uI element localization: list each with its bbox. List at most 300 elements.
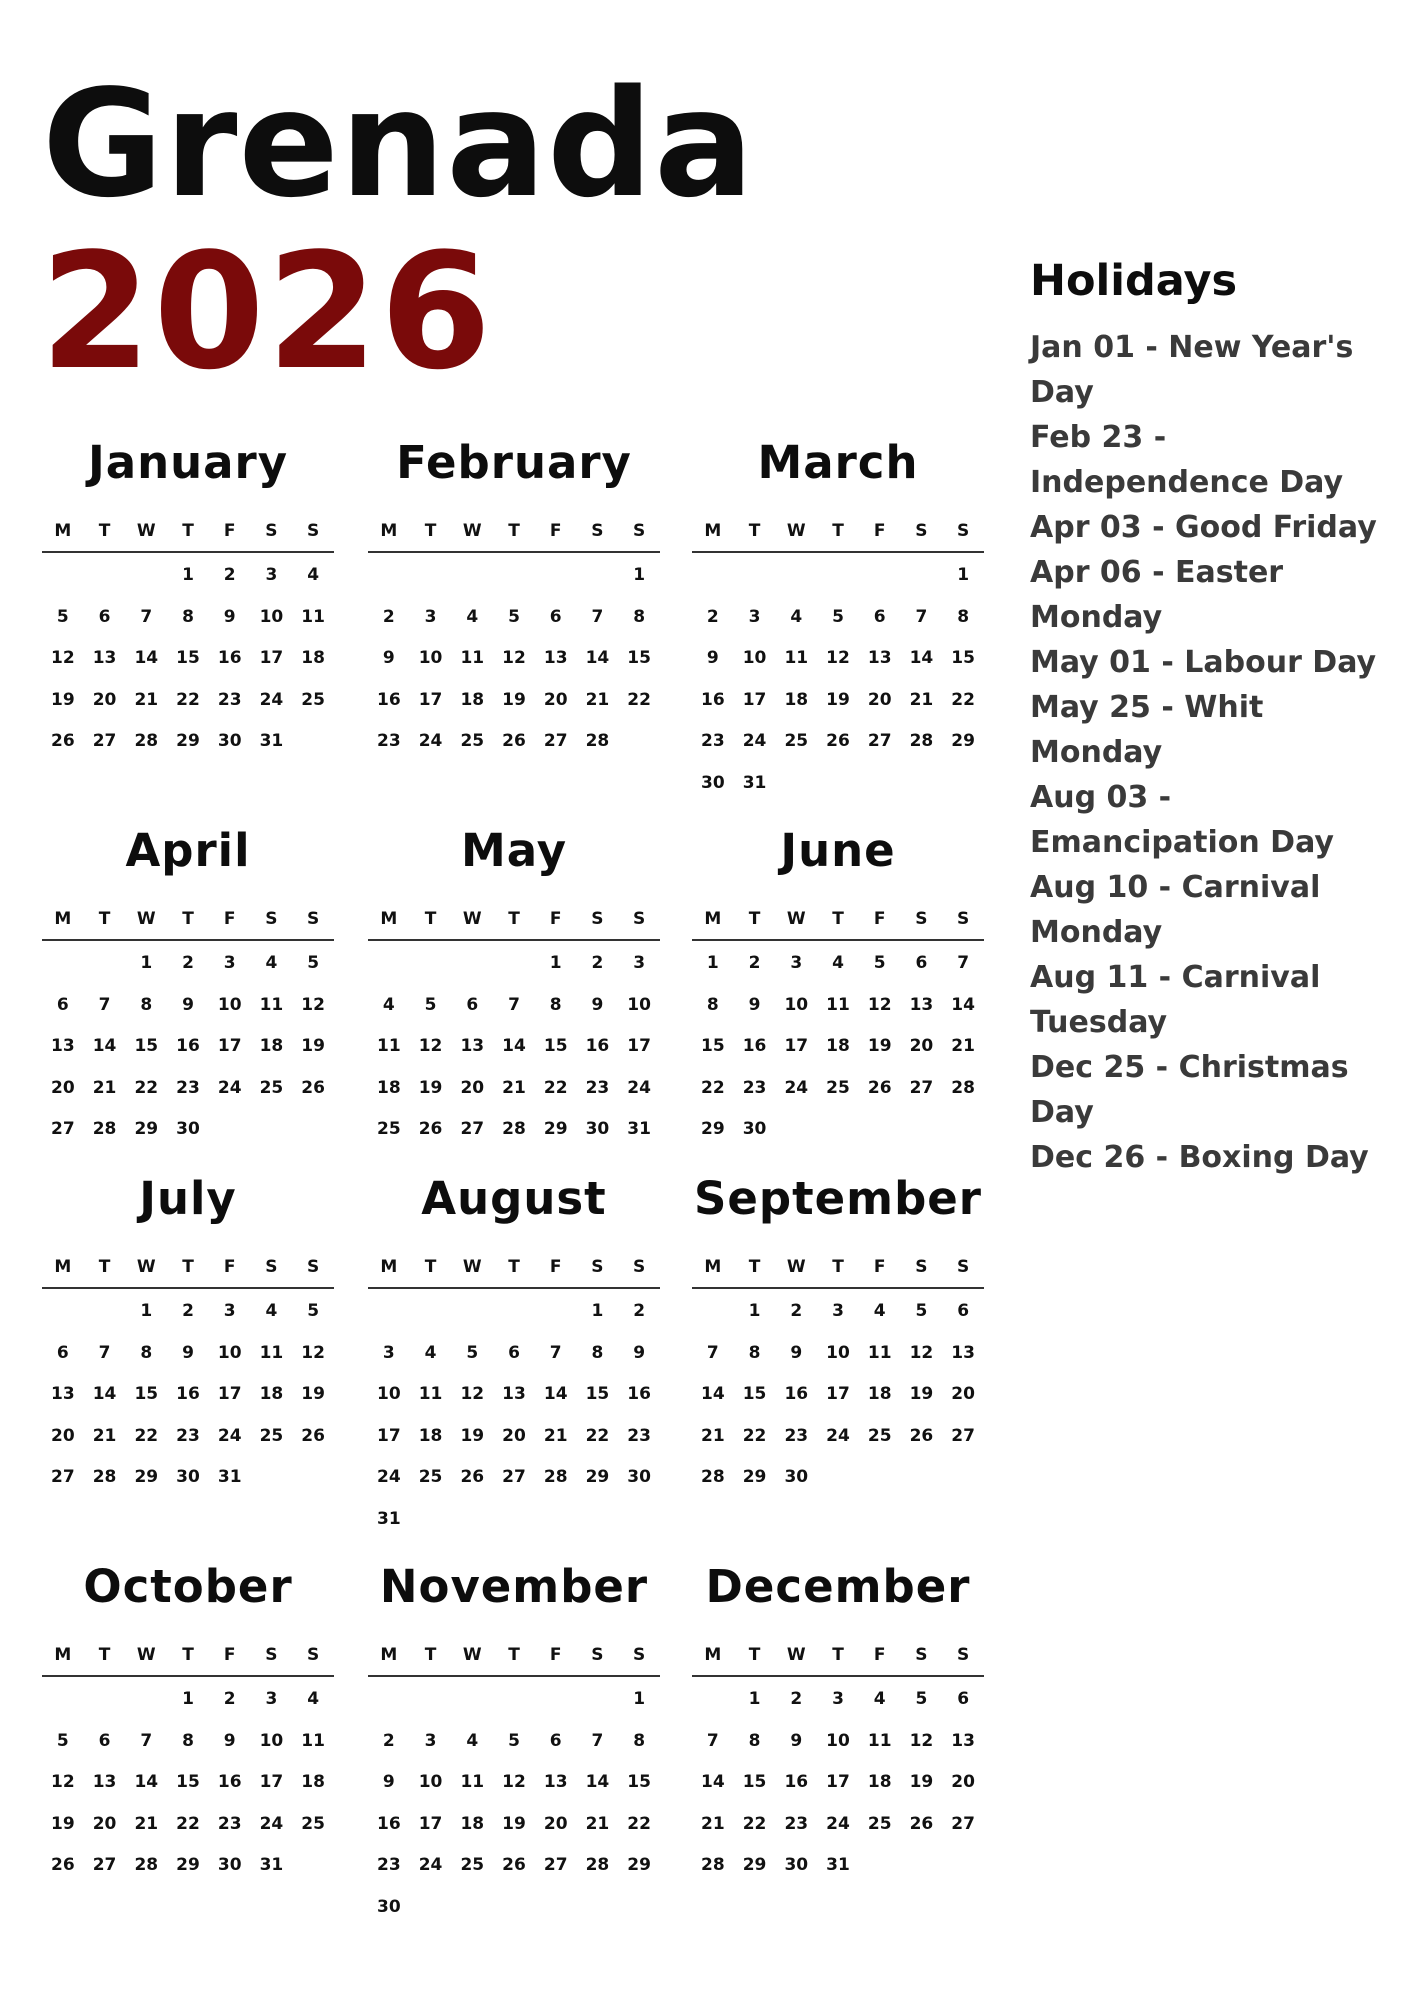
day-cell: 23 — [377, 1855, 401, 1875]
day-cell: 8 — [140, 1342, 153, 1363]
day-cell: 22 — [627, 1813, 651, 1834]
day-cell: 24 — [826, 1813, 850, 1834]
weekday-label: W — [462, 909, 482, 929]
weekday-label: M — [54, 909, 72, 929]
day-cell: 6 — [873, 606, 886, 627]
weekday-label: T — [182, 1645, 194, 1665]
day-cell: 9 — [790, 1342, 803, 1363]
day-empty — [410, 953, 452, 995]
weekday-label: F — [549, 909, 562, 929]
day-cell: 26 — [301, 1077, 325, 1098]
day-cell: 1 — [140, 1301, 153, 1321]
day-cell: 19 — [301, 1036, 325, 1056]
day-cell: 9 — [748, 994, 761, 1015]
day-cell: 26 — [826, 731, 850, 751]
day-cell: 11 — [259, 994, 284, 1015]
day-cell: 13 — [460, 1036, 485, 1056]
day-cell: 9 — [223, 1730, 236, 1751]
day-grid — [42, 553, 334, 773]
day-cell: 21 — [92, 1425, 117, 1446]
weekday-label: T — [182, 1257, 194, 1277]
day-cell: 25 — [301, 1813, 325, 1834]
day-cell: 5 — [424, 994, 437, 1015]
day-cell: 29 — [134, 1467, 159, 1487]
day-cell: 15 — [585, 1384, 610, 1404]
day-empty — [493, 1689, 535, 1731]
day-cell: 3 — [223, 1301, 236, 1321]
weekday-label: F — [873, 1257, 886, 1277]
day-cell: 30 — [176, 1467, 200, 1487]
day-cell: 4 — [832, 953, 844, 973]
day-cell: 24 — [259, 1813, 284, 1834]
day-cell: 11 — [867, 1342, 892, 1363]
day-empty — [125, 1689, 167, 1731]
day-cell: 21 — [134, 689, 159, 710]
day-cell: 14 — [134, 648, 159, 668]
weekday-label: W — [462, 521, 482, 541]
day-cell: 26 — [418, 1119, 443, 1139]
weekday-label: F — [223, 521, 236, 541]
day-cell: 6 — [56, 994, 69, 1015]
day-cell: 21 — [92, 1077, 117, 1098]
day-cell: 23 — [217, 1813, 242, 1834]
day-cell: 18 — [826, 1036, 850, 1056]
day-cell: 16 — [627, 1384, 651, 1404]
day-cell: 28 — [543, 1467, 568, 1487]
day-empty — [42, 1301, 84, 1343]
day-cell: 19 — [867, 1036, 892, 1056]
weekday-header — [692, 1257, 984, 1289]
day-cell: 28 — [134, 1855, 159, 1875]
day-cell: 15 — [176, 648, 200, 668]
weekday-label: S — [265, 521, 278, 541]
day-cell: 7 — [98, 1342, 111, 1363]
day-cell: 15 — [951, 648, 975, 668]
weekday-label: M — [54, 1257, 72, 1277]
day-empty — [84, 953, 126, 995]
holiday-item: Dec 26 - Boxing Day — [1030, 1140, 1369, 1176]
day-cell: 6 — [98, 606, 111, 627]
day-cell: 27 — [92, 731, 117, 751]
day-cell: 26 — [909, 1425, 934, 1446]
day-cell: 15 — [627, 1772, 651, 1792]
day-cell: 8 — [633, 606, 646, 627]
day-cell: 5 — [307, 953, 320, 973]
day-cell: 6 — [915, 953, 928, 973]
day-cell: 29 — [951, 731, 975, 751]
day-cell: 23 — [217, 689, 242, 710]
day-cell: 31 — [217, 1467, 242, 1487]
holiday-item: May 01 - Labour Day — [1030, 645, 1377, 681]
day-cell: 18 — [460, 1813, 485, 1834]
day-cell: 9 — [382, 1772, 395, 1792]
day-cell: 21 — [951, 1036, 975, 1056]
day-empty — [42, 565, 84, 607]
day-cell: 23 — [784, 1813, 809, 1834]
weekday-label: S — [307, 909, 320, 929]
day-cell: 14 — [909, 648, 934, 668]
day-cell: 30 — [784, 1855, 809, 1875]
day-empty — [42, 1689, 84, 1731]
day-empty — [368, 953, 410, 995]
day-cell: 23 — [176, 1077, 200, 1098]
day-cell: 7 — [957, 953, 970, 973]
day-cell: 10 — [742, 648, 767, 668]
weekday-label: S — [265, 1257, 278, 1277]
day-cell: 22 — [701, 1077, 725, 1098]
weekday-label: S — [915, 521, 928, 541]
day-cell: 31 — [377, 1508, 401, 1529]
day-cell: 12 — [826, 648, 850, 668]
weekday-header — [692, 909, 984, 941]
day-cell: 24 — [217, 1077, 242, 1098]
day-cell: 27 — [543, 731, 568, 751]
day-cell: 13 — [909, 994, 934, 1015]
day-cell: 11 — [784, 648, 809, 668]
day-cell: 17 — [627, 1036, 651, 1056]
day-cell: 3 — [832, 1689, 844, 1709]
month-name: March — [757, 436, 919, 489]
weekday-label: W — [136, 1257, 156, 1277]
day-cell: 19 — [418, 1077, 443, 1098]
day-cell: 15 — [134, 1036, 159, 1056]
day-cell: 28 — [951, 1077, 975, 1098]
day-cell: 22 — [742, 1813, 767, 1834]
day-cell: 25 — [460, 731, 485, 751]
day-cell: 16 — [377, 1813, 401, 1834]
day-cell: 13 — [51, 1036, 75, 1056]
month-october — [42, 1560, 334, 1897]
day-cell: 9 — [790, 1730, 803, 1751]
day-cell: 20 — [951, 1772, 975, 1792]
day-cell: 24 — [418, 731, 443, 751]
weekday-label: F — [873, 1645, 886, 1665]
day-cell: 14 — [543, 1384, 568, 1404]
day-cell: 12 — [502, 648, 526, 668]
day-cell: 9 — [382, 648, 395, 668]
day-grid — [42, 941, 334, 1161]
day-cell: 10 — [217, 1342, 242, 1363]
day-cell: 25 — [301, 689, 325, 710]
day-cell: 2 — [591, 953, 604, 973]
weekday-label: F — [223, 1257, 236, 1277]
weekday-label: T — [748, 909, 761, 929]
day-cell: 30 — [742, 1119, 767, 1139]
weekday-label: T — [508, 1257, 520, 1277]
month-name: April — [125, 824, 251, 877]
weekday-label: F — [873, 521, 886, 541]
day-cell: 10 — [418, 1772, 443, 1792]
day-cell: 5 — [56, 606, 69, 627]
weekday-label: W — [786, 909, 806, 929]
day-cell: 8 — [706, 994, 719, 1015]
weekday-label: T — [98, 1645, 111, 1665]
day-cell: 6 — [549, 606, 562, 627]
day-cell: 31 — [627, 1119, 651, 1139]
holidays-panel — [1030, 258, 1390, 1180]
day-cell: 20 — [543, 689, 568, 710]
day-cell: 6 — [957, 1689, 970, 1709]
day-cell: 30 — [585, 1119, 610, 1139]
weekday-label: S — [307, 521, 320, 541]
day-cell: 20 — [867, 689, 892, 710]
weekday-label: M — [54, 521, 72, 541]
day-cell: 19 — [51, 689, 75, 710]
day-cell: 5 — [508, 606, 520, 627]
day-cell: 16 — [217, 648, 242, 668]
weekday-label: T — [98, 521, 111, 541]
day-cell: 4 — [424, 1342, 437, 1363]
holiday-item: Jan 01 - New Year's Day — [1030, 330, 1354, 411]
month-may — [368, 824, 660, 1161]
day-cell: 7 — [591, 606, 604, 627]
weekday-label: W — [136, 521, 156, 541]
month-september — [692, 1172, 984, 1509]
day-cell: 30 — [784, 1467, 809, 1487]
month-name: December — [705, 1560, 971, 1613]
month-february — [368, 436, 660, 773]
day-cell: 16 — [585, 1036, 610, 1056]
day-cell: 4 — [873, 1301, 886, 1321]
day-cell: 25 — [867, 1425, 892, 1446]
weekday-label: T — [748, 521, 761, 541]
day-cell: 18 — [259, 1036, 284, 1056]
day-empty — [410, 565, 452, 607]
day-cell: 18 — [301, 1772, 325, 1792]
holiday-item: Aug 10 - Carnival Monday — [1030, 870, 1321, 951]
day-cell: 29 — [134, 1119, 159, 1139]
day-cell: 25 — [259, 1077, 284, 1098]
day-cell: 24 — [826, 1425, 850, 1446]
weekday-label: S — [633, 521, 646, 541]
day-cell: 15 — [701, 1036, 725, 1056]
weekday-label: W — [136, 1645, 156, 1665]
weekday-label: S — [957, 521, 970, 541]
day-cell: 30 — [217, 1855, 242, 1875]
weekday-label: M — [380, 521, 398, 541]
day-cell: 3 — [633, 953, 646, 973]
day-empty — [84, 565, 126, 607]
day-cell: 15 — [543, 1036, 568, 1056]
day-cell: 7 — [140, 606, 153, 627]
day-cell: 29 — [543, 1119, 568, 1139]
day-cell: 17 — [217, 1036, 242, 1056]
day-empty — [859, 565, 901, 607]
day-cell: 17 — [377, 1425, 401, 1446]
day-cell: 20 — [543, 1813, 568, 1834]
day-cell: 26 — [502, 1855, 526, 1875]
day-cell: 11 — [867, 1730, 892, 1751]
day-cell: 30 — [377, 1896, 401, 1917]
day-cell: 28 — [701, 1467, 725, 1487]
page-title-year: 2026 — [40, 218, 494, 405]
day-cell: 25 — [460, 1855, 485, 1875]
day-cell: 14 — [92, 1384, 117, 1404]
day-cell: 22 — [585, 1425, 610, 1446]
day-cell: 5 — [466, 1342, 479, 1363]
day-cell: 13 — [51, 1384, 75, 1404]
day-cell: 10 — [377, 1384, 401, 1404]
day-cell: 19 — [909, 1384, 934, 1404]
day-cell: 9 — [223, 606, 236, 627]
day-cell: 21 — [701, 1813, 725, 1834]
day-cell: 13 — [92, 648, 117, 668]
day-cell: 18 — [784, 689, 809, 710]
day-cell: 13 — [92, 1772, 117, 1792]
day-empty — [451, 1301, 493, 1343]
day-cell: 18 — [418, 1425, 443, 1446]
day-cell: 12 — [301, 1342, 325, 1363]
day-cell: 22 — [742, 1425, 767, 1446]
day-grid — [692, 553, 984, 814]
day-cell: 6 — [549, 1730, 562, 1751]
weekday-label: T — [424, 909, 437, 929]
day-cell: 28 — [92, 1467, 117, 1487]
day-cell: 16 — [784, 1384, 809, 1404]
day-cell: 11 — [259, 1342, 284, 1363]
day-cell: 8 — [591, 1342, 604, 1363]
day-cell: 22 — [176, 1813, 200, 1834]
day-cell: 27 — [951, 1813, 975, 1834]
weekday-label: M — [380, 1645, 398, 1665]
weekday-label: S — [591, 521, 604, 541]
day-cell: 21 — [701, 1425, 725, 1446]
day-cell: 13 — [543, 1772, 568, 1792]
month-december — [692, 1560, 984, 1897]
day-cell: 3 — [382, 1342, 395, 1363]
day-cell: 20 — [909, 1036, 934, 1056]
weekday-label: W — [136, 909, 156, 929]
weekday-label: S — [633, 1645, 646, 1665]
day-cell: 17 — [784, 1036, 809, 1056]
month-march — [692, 436, 984, 814]
day-cell: 17 — [217, 1384, 242, 1404]
day-cell: 21 — [585, 689, 610, 710]
day-cell: 28 — [585, 731, 610, 751]
day-grid — [692, 941, 984, 1161]
day-cell: 13 — [543, 648, 568, 668]
weekday-label: F — [549, 1645, 562, 1665]
day-cell: 23 — [176, 1425, 200, 1446]
day-cell: 3 — [223, 953, 236, 973]
day-cell: 16 — [701, 689, 725, 710]
day-cell: 8 — [182, 606, 194, 627]
day-cell: 24 — [377, 1467, 401, 1487]
weekday-label: T — [748, 1645, 761, 1665]
day-grid — [692, 1289, 984, 1509]
day-cell: 7 — [591, 1730, 604, 1751]
day-cell: 12 — [51, 1772, 75, 1792]
day-cell: 18 — [460, 689, 485, 710]
weekday-label: S — [591, 1645, 604, 1665]
holiday-item: Apr 03 - Good Friday — [1030, 510, 1377, 546]
day-cell: 30 — [627, 1467, 651, 1487]
weekday-label: W — [462, 1257, 482, 1277]
day-cell: 20 — [502, 1425, 526, 1446]
day-cell: 31 — [259, 731, 284, 751]
day-cell: 7 — [549, 1342, 562, 1363]
day-cell: 6 — [466, 994, 479, 1015]
day-cell: 15 — [134, 1384, 159, 1404]
day-cell: 18 — [867, 1772, 892, 1792]
day-cell: 4 — [382, 994, 395, 1015]
day-empty — [451, 1689, 493, 1731]
day-cell: 13 — [951, 1730, 975, 1751]
day-cell: 16 — [377, 689, 401, 710]
month-name: September — [694, 1172, 982, 1225]
weekday-header — [42, 521, 334, 553]
day-cell: 27 — [867, 731, 892, 751]
day-cell: 14 — [951, 994, 975, 1015]
weekday-header — [42, 1645, 334, 1677]
weekday-label: M — [380, 1257, 398, 1277]
weekday-label: M — [54, 1645, 72, 1665]
month-november — [368, 1560, 660, 1938]
day-cell: 7 — [706, 1342, 719, 1363]
day-cell: 17 — [259, 1772, 284, 1792]
day-cell: 16 — [176, 1036, 200, 1056]
month-april — [42, 824, 334, 1161]
day-cell: 4 — [307, 565, 320, 585]
day-cell: 22 — [627, 689, 651, 710]
day-cell: 26 — [867, 1077, 892, 1098]
day-cell: 27 — [92, 1855, 117, 1875]
day-grid — [42, 1677, 334, 1897]
day-cell: 21 — [585, 1813, 610, 1834]
weekday-label: T — [424, 1257, 437, 1277]
day-cell: 26 — [460, 1467, 485, 1487]
day-cell: 24 — [742, 731, 767, 751]
day-empty — [535, 565, 577, 607]
weekday-label: T — [832, 521, 844, 541]
day-cell: 4 — [265, 1301, 278, 1321]
day-cell: 10 — [826, 1342, 850, 1363]
day-cell: 23 — [585, 1077, 610, 1098]
day-cell: 20 — [51, 1077, 75, 1098]
day-cell: 25 — [826, 1077, 850, 1098]
day-cell: 24 — [217, 1425, 242, 1446]
day-cell: 1 — [140, 953, 153, 973]
day-cell: 25 — [377, 1119, 401, 1139]
day-cell: 19 — [502, 689, 526, 710]
day-cell: 11 — [826, 994, 850, 1015]
month-january — [42, 436, 334, 773]
weekday-label: W — [786, 1257, 806, 1277]
day-cell: 31 — [259, 1855, 284, 1875]
day-cell: 3 — [790, 953, 803, 973]
day-cell: 4 — [265, 953, 278, 973]
day-empty — [368, 565, 410, 607]
day-cell: 14 — [701, 1384, 725, 1404]
day-cell: 10 — [259, 606, 284, 627]
day-cell: 2 — [382, 1730, 395, 1751]
weekday-label: S — [307, 1257, 320, 1277]
day-cell: 23 — [701, 731, 725, 751]
day-cell: 28 — [502, 1119, 526, 1139]
day-cell: 12 — [909, 1730, 934, 1751]
day-cell: 10 — [826, 1730, 850, 1751]
day-cell: 3 — [265, 1689, 278, 1709]
day-cell: 10 — [784, 994, 809, 1015]
day-cell: 26 — [909, 1813, 934, 1834]
weekday-label: S — [957, 1257, 970, 1277]
day-cell: 3 — [832, 1301, 844, 1321]
weekday-label: T — [832, 1645, 844, 1665]
day-cell: 7 — [140, 1730, 153, 1751]
day-cell: 10 — [259, 1730, 284, 1751]
day-cell: 21 — [543, 1425, 568, 1446]
day-empty — [84, 1689, 126, 1731]
